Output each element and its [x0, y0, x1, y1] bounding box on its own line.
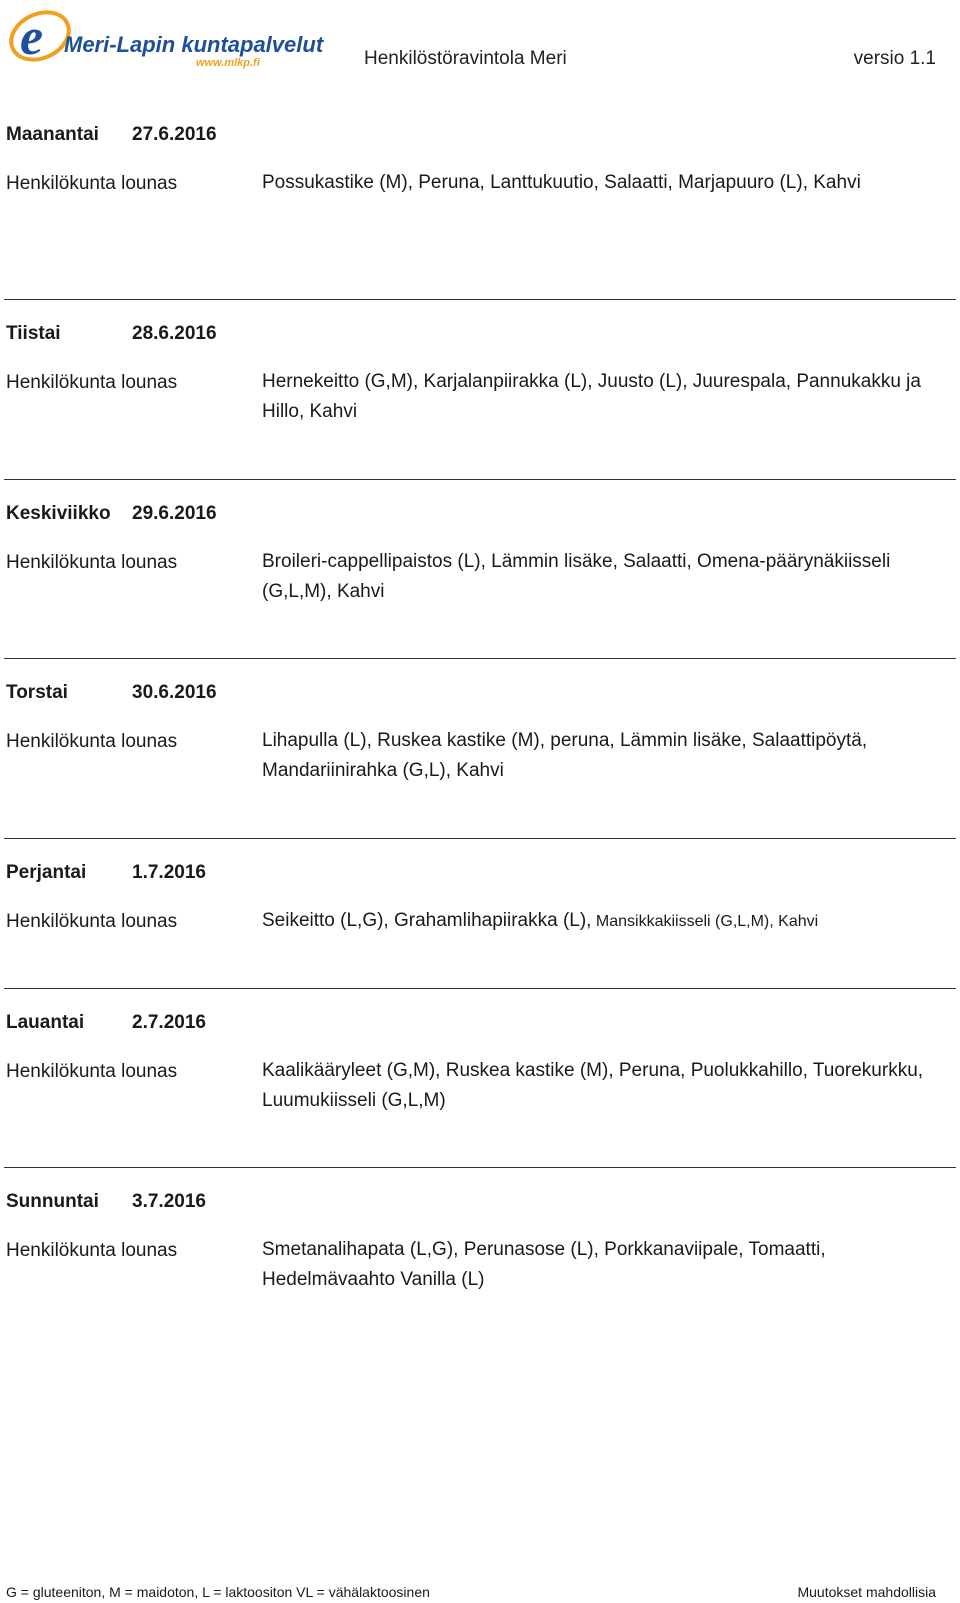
menu-main: Broileri-cappellipaistos (L), Lämmin lisäke, Salaatti, Omena-päärynäkiisseli (G,L,M), Kahvi	[262, 551, 891, 602]
meal-label: Henkilökunta lounas	[6, 372, 178, 393]
menu-small: Mansikkakiisseli (G,L,M), Kahvi	[591, 913, 819, 930]
meal-label: Henkilökunta lounas	[6, 911, 178, 932]
divider	[4, 479, 956, 480]
day-heading	[6, 862, 206, 884]
menu-text	[262, 906, 952, 937]
menu-main: Seikeitto (L,G), Grahamlihapiirakka (L),	[262, 910, 592, 931]
day-name: Keskiviikko	[6, 503, 111, 524]
day-name: Torstai	[6, 682, 68, 703]
day-heading	[6, 323, 217, 345]
menu-text	[262, 726, 952, 787]
day-date: 30.6.2016	[132, 682, 217, 703]
logo-e-icon	[6, 4, 324, 70]
day-name: Maanantai	[6, 124, 99, 145]
day-name: Tiistai	[6, 323, 61, 344]
day-name: Perjantai	[6, 862, 87, 883]
menu-text	[262, 547, 952, 608]
divider	[4, 299, 956, 300]
day-date: 2.7.2016	[132, 1012, 206, 1033]
restaurant-title: Henkilöstöravintola Meri	[364, 48, 567, 69]
meal-label: Henkilökunta lounas	[6, 1240, 178, 1261]
day-date: 1.7.2016	[132, 862, 206, 883]
changes-note: Muutokset mahdollisia	[797, 1584, 936, 1600]
day-date: 29.6.2016	[132, 503, 217, 524]
meal-label: Henkilökunta lounas	[6, 731, 178, 752]
menu-text	[262, 367, 952, 428]
logo-name: Meri-Lapin kuntapalvelut	[64, 32, 324, 57]
meal-label: Henkilökunta lounas	[6, 552, 178, 573]
day-date: 28.6.2016	[132, 323, 217, 344]
version-label: versio 1.1	[853, 48, 936, 69]
divider	[4, 658, 956, 659]
day-name: Lauantai	[6, 1012, 85, 1033]
day-heading	[6, 124, 217, 146]
divider	[4, 988, 956, 989]
company-logo	[6, 4, 324, 70]
day-name: Sunnuntai	[6, 1191, 99, 1212]
svg-text:e: e	[20, 9, 44, 66]
divider	[4, 838, 956, 839]
day-heading	[6, 1012, 206, 1034]
menu-text	[262, 1056, 952, 1117]
allergen-legend: G = gluteeniton, M = maidoton, L = laktoositon VL = vähälaktoosinen	[6, 1584, 430, 1600]
page-header	[0, 0, 960, 80]
menu-main: Kaalikääryleet (G,M), Ruskea kastike (M), Peruna, Puolukkahillo, Tuorekurkku, Luumukiisseli (G,L,M)	[262, 1060, 924, 1111]
menu-main: Hernekeitto (G,M), Karjalanpiirakka (L), Juusto (L), Juurespala, Pannukakku ja Hillo, Kahvi	[262, 371, 921, 422]
meal-label: Henkilökunta lounas	[6, 1061, 178, 1082]
menu-main: Lihapulla (L), Ruskea kastike (M), peruna, Lämmin lisäke, Salaattipöytä, Mandariinirahka (G,L), Kahvi	[262, 730, 868, 781]
day-heading	[6, 682, 217, 704]
menu-text	[262, 1235, 952, 1296]
day-date: 3.7.2016	[132, 1191, 206, 1212]
menu-main: Smetanalihapata (L,G), Perunasose (L), Porkkanaviipale, Tomaatti, Hedelmävaahto Vanilla (L)	[262, 1239, 826, 1290]
meal-label: Henkilökunta lounas	[6, 173, 178, 194]
menu-main: Possukastike (M), Peruna, Lanttukuutio, Salaatti, Marjapuuro (L), Kahvi	[262, 172, 861, 193]
day-date: 27.6.2016	[132, 124, 217, 145]
logo-url: www.mlkp.fi	[196, 57, 260, 69]
menu-text	[262, 168, 952, 199]
day-heading	[6, 503, 217, 525]
day-heading	[6, 1191, 206, 1213]
divider	[4, 1167, 956, 1168]
